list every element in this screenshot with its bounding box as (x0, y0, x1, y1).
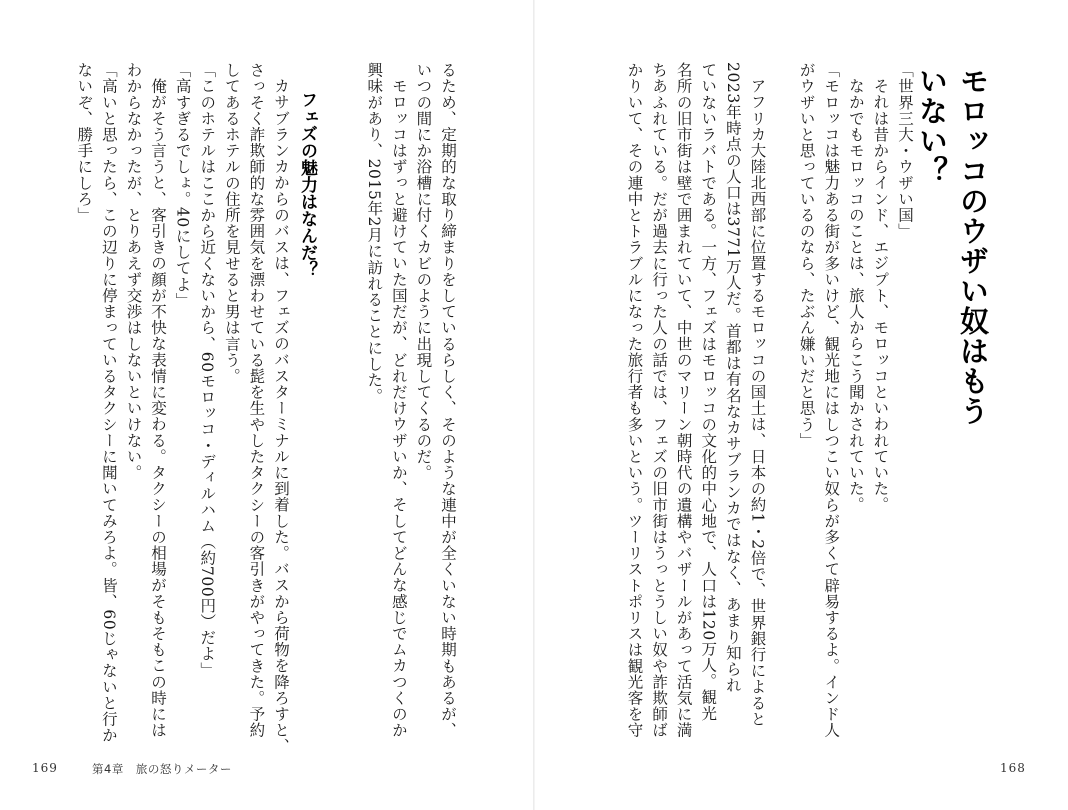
text-line: モロッコはずっと避けていた国だが、どれだけウザいか、そしてどんな感じでムカつくのか (389, 77, 408, 738)
text-line: 「世界三大・ウザい国」 (896, 62, 914, 240)
text-line: 2023年時点の人口は3771万人だ。首都は有名なカサブランカではなく、あまり知られ (723, 62, 742, 694)
text-line: 俺がそう言うと、客引きの顔が不快な表情に変わる。タクシーの相場がそもそもこの時には (149, 77, 168, 738)
section-heading: フェズの魅力はなんだ？ (297, 91, 317, 278)
text-line: 名所の旧市街は壁で囲まれていて、中世のマリーン朝時代の遺構やバザールがあって活気に満 (674, 62, 693, 739)
blank-line (769, 62, 794, 742)
text-line: さっそく詐欺師的な雰囲気を漂わせている髭を生やしたタクシーの客引きがやってきた。予約 (247, 62, 266, 739)
text-line: ないぞ、勝手にしろ」 (75, 62, 94, 223)
text-line: 「このホテルはここから近くないから、60モロッコ・ディルハム（約700円）だよ」 (198, 62, 217, 678)
text-line: 「高すぎるでしょ。40にしてよ」 (173, 62, 192, 309)
text-line: 興味があり、2015年2月に訪れることにした。 (365, 62, 384, 405)
text-line: わからなかったが、とりあえず交渉はしないといけない。 (124, 62, 143, 481)
text-line: がウザいと思っているのなら、たぶん嫌いだと思う」 (797, 62, 816, 449)
left-page-body-bottom (55, 62, 293, 754)
page-number-right: 168 (1000, 761, 1026, 775)
chapter-section-title: モロッコのウザい奴はもういない？ (915, 66, 990, 426)
text-line: かりいて、その連中とトラブルになった旅行者も多いという。ツーリストポリスは観光客を守 (625, 62, 644, 739)
text-line: してあるホテルの住所を見せると男は言う。 (222, 62, 241, 384)
text-line: 「モロッコは魅力ある街が多いけど、観光地にはしつこい奴らが多くて辟易するよ。インド人 (822, 62, 841, 739)
left-page-body-top (340, 62, 460, 742)
text-line: カサブランカからのバスは、フェズのバスターミナルに到着した。バスから荷物を降ろすと、 (272, 77, 290, 754)
right-page-body (612, 62, 917, 742)
text-line: それは昔からインド、エジプト、モロッコといわれていた。 (871, 77, 890, 513)
text-line: ていないラバトである。一方、フェズはモロッコの文化的中心地で、人口は120万人。観光 (699, 62, 718, 722)
text-line: なかでもモロッコのことは、旅人からこう聞かされていた。 (846, 77, 865, 513)
page-gutter (533, 0, 535, 810)
text-line: るため、定期的な取り締まりをしているらしく、そのような連中が全くいない時期もあるが、 (439, 62, 457, 739)
text-line: いつの間にか浴槽に付くカビのように出現してくるのだ。 (414, 62, 433, 481)
text-line: アフリカ大陸北西部に位置するモロッコの国土は、日本の約1・2倍で、世界銀行によると (748, 77, 767, 727)
text-line: 「高いと思ったら、この辺りに停まっているタクシーに聞いてみろよ。皆、60じゃないと行か (99, 62, 118, 744)
running-head: 第4章 旅の怒りメーター (92, 762, 232, 776)
page-number-left: 169 (32, 761, 58, 775)
text-line: ちあふれている。だが過去に行った人の話では、フェズの旧市街はうっとうしい奴や詐欺師ば (650, 62, 669, 739)
